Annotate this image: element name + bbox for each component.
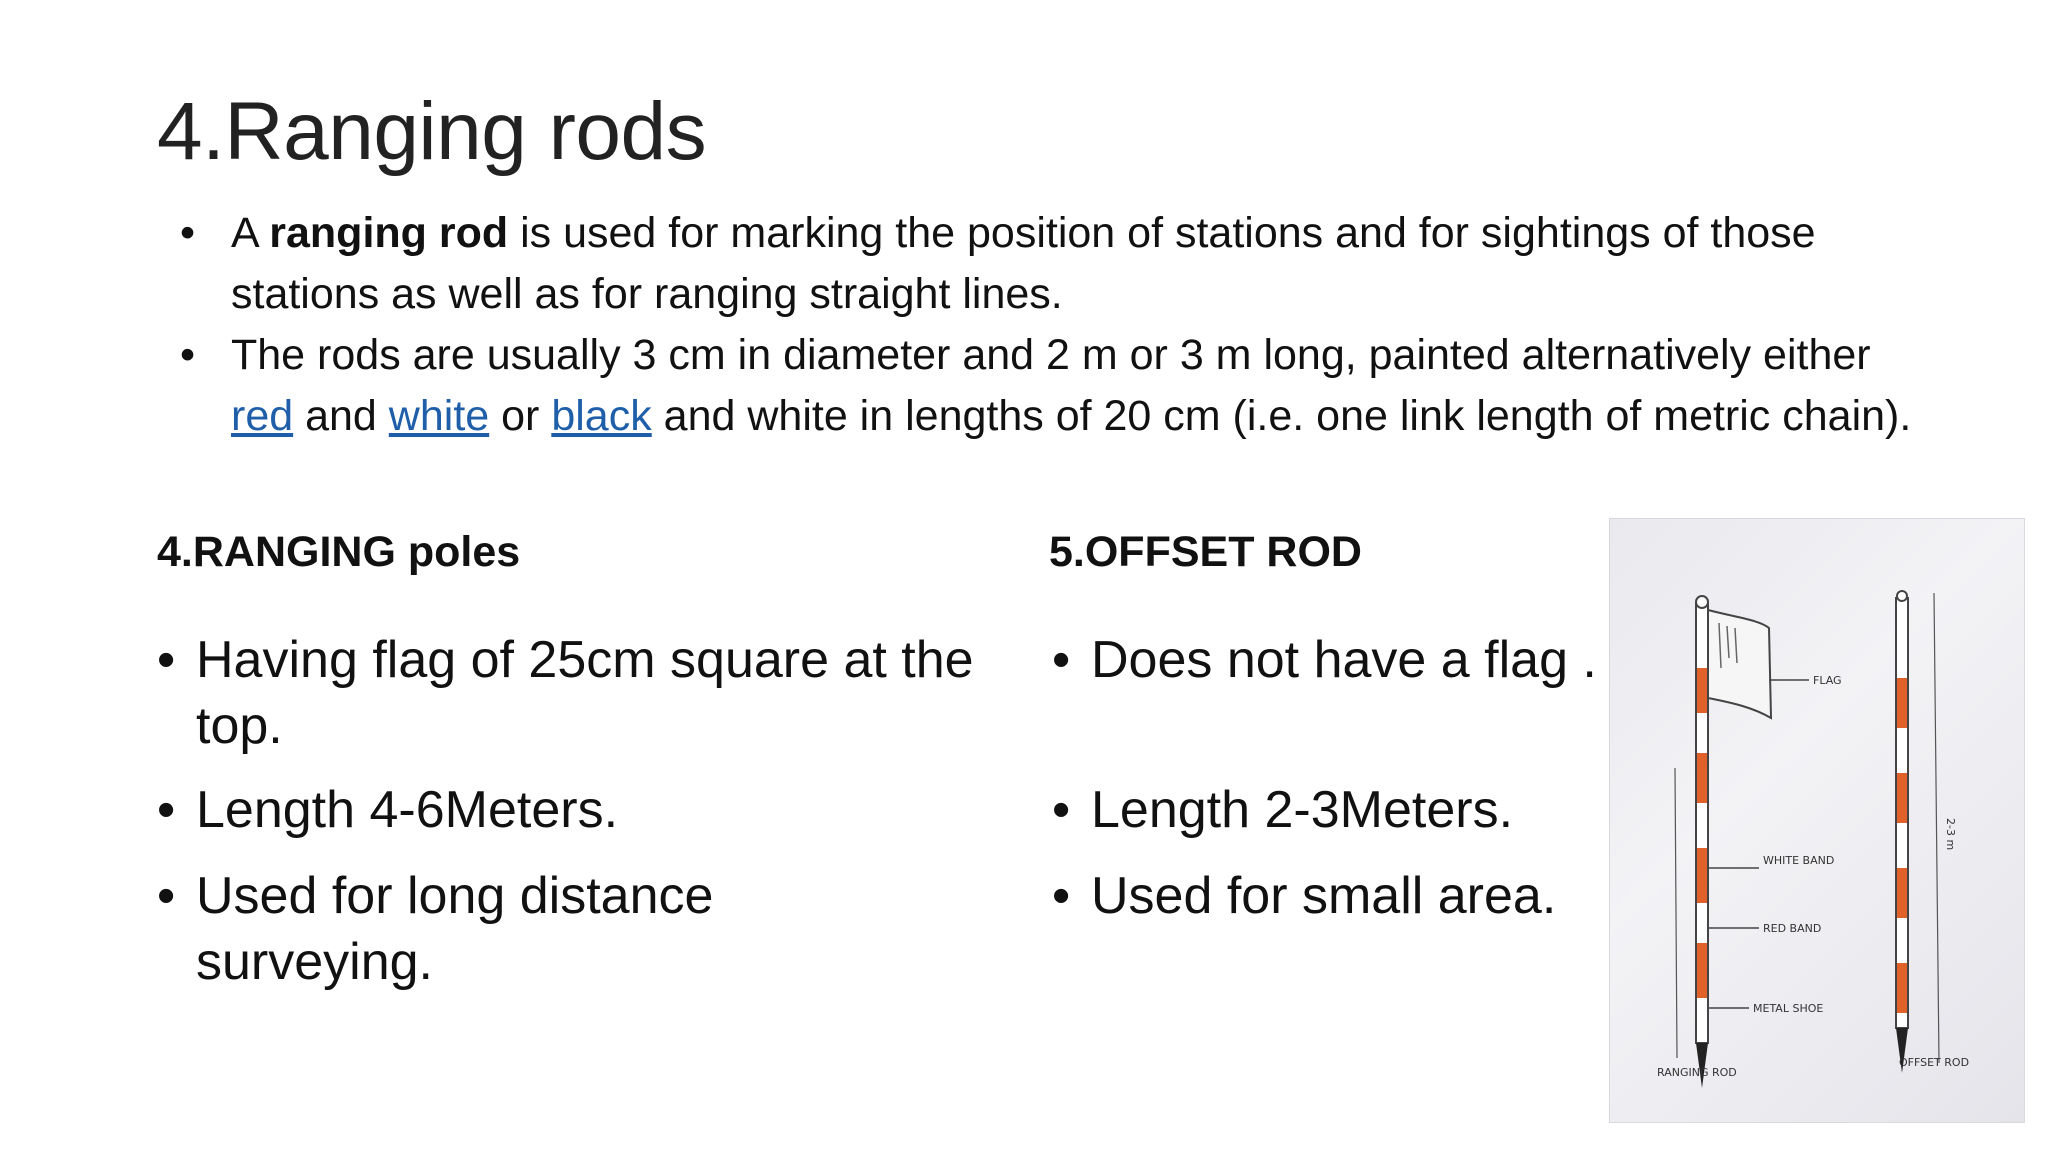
ranging-poles-list [157, 627, 977, 995]
bullet-marker: • [1052, 867, 1071, 925]
list-item: • Used for long distance surveying. [157, 863, 836, 995]
label-offset-rod: OFFSET ROD [1899, 1056, 1970, 1069]
intro-bullet-list [180, 203, 1920, 447]
list-item: • Used for small area. [1052, 863, 1612, 929]
list-item: • Length 4-6Meters. [157, 777, 977, 843]
label-red-band: RED BAND [1763, 922, 1822, 935]
label-metal-shoe: METAL SHOE [1753, 1002, 1824, 1015]
bullet-marker: • [1052, 631, 1071, 689]
link-white[interactable]: white [388, 392, 490, 440]
slide-title: 4.Ranging rods [157, 86, 707, 177]
offset-rod-drawing [1896, 591, 1939, 1073]
label-white-band: WHITE BAND [1763, 854, 1835, 867]
link-red[interactable]: red [231, 392, 294, 440]
bullet-marker: • [180, 331, 196, 379]
list-item: • Having flag of 25cm square at the top. [157, 627, 977, 759]
term-ranging-rod: ranging rod [269, 209, 509, 257]
offset-rod-list [1052, 627, 1612, 929]
intro-bullet: • A ranging rod is used for marking the position of stations and for sightings of those stations as well as for ranging straight lines. [180, 203, 1920, 325]
link-black[interactable]: black [551, 392, 652, 440]
bullet-marker: • [1052, 781, 1071, 839]
label-ranging-rod: RANGING ROD [1657, 1066, 1737, 1079]
label-flag: FLAG [1813, 674, 1842, 687]
bullet-marker: • [157, 867, 176, 925]
list-item: • Does not have a flag . [1052, 627, 1612, 693]
list-item: • Length 2-3Meters. [1052, 777, 1612, 843]
bullet-marker: • [180, 209, 196, 257]
bullet-marker: • [157, 781, 176, 839]
label-length: 2-3 m [1944, 818, 1957, 851]
bullet-marker: • [157, 631, 176, 689]
rods-sketch-image [1609, 518, 2025, 1123]
ranging-poles-heading: 4.RANGING poles [157, 528, 521, 576]
intro-bullet: • The rods are usually 3 cm in diameter and 2 m or 3 m long, painted alternatively either red and white or black and white in lengths of 20 cm (i.e. one link length of metric chain). [180, 325, 1920, 447]
offset-rod-heading: 5.OFFSET ROD [1049, 528, 1362, 576]
